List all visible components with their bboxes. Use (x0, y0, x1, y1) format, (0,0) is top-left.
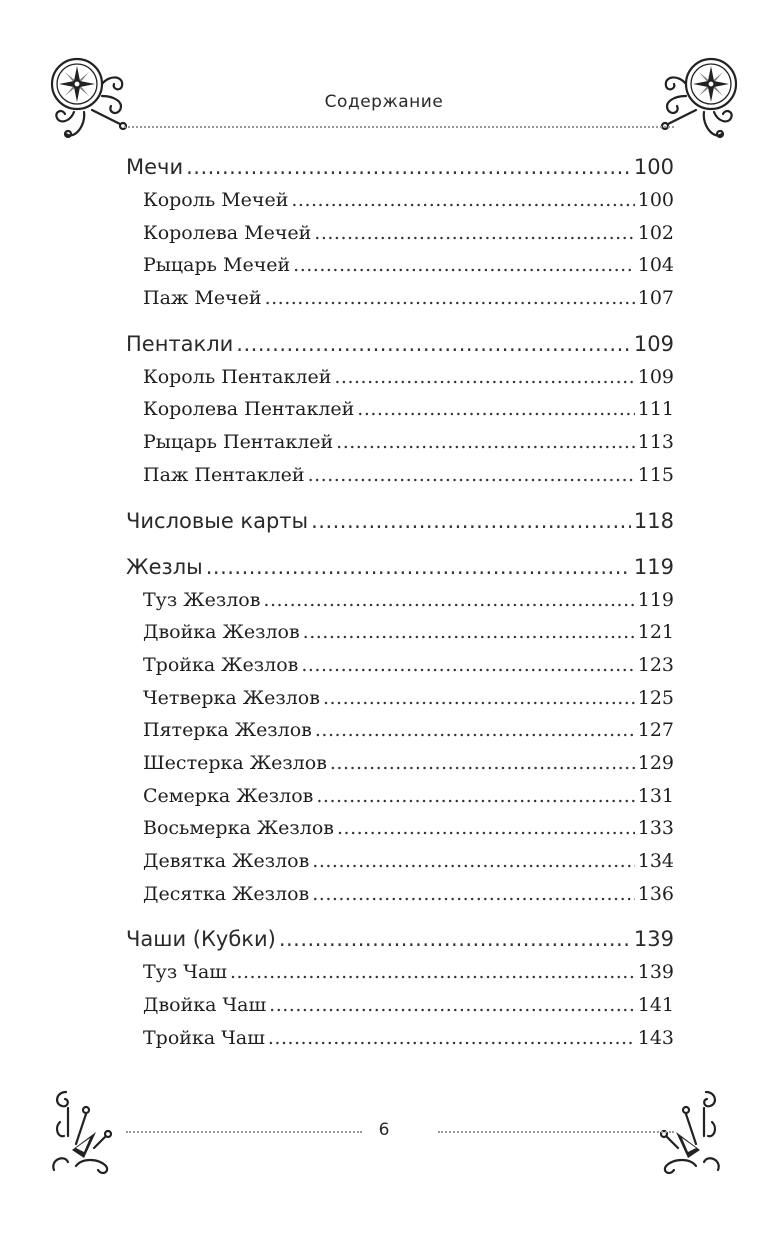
dot-leader (265, 287, 635, 309)
item-title: Король Мечей (143, 189, 289, 211)
dot-leader (330, 752, 635, 774)
item-page: 100 (637, 189, 674, 211)
item-page: 141 (637, 994, 674, 1017)
section-page: 100 (633, 155, 674, 179)
dot-leader (279, 927, 631, 951)
item-page: 107 (637, 287, 674, 310)
toc-item[interactable] (126, 222, 674, 255)
running-header-title: Содержание (324, 92, 444, 112)
section-page: 118 (633, 508, 674, 533)
item-title: Двойка Жезлов (143, 621, 300, 644)
dot-leader (336, 431, 635, 453)
toc-section-pentacles (126, 332, 674, 497)
dot-leader (236, 332, 631, 356)
item-title: Шестерка Жезлов (143, 751, 327, 774)
dot-leader (311, 509, 631, 533)
toc-section-wands (126, 555, 674, 916)
section-page: 139 (633, 927, 674, 952)
section-title: Мечи (126, 155, 184, 179)
item-title: Паж Мечей (143, 287, 262, 310)
toc-section-row[interactable] (126, 332, 674, 366)
item-page: 109 (637, 365, 674, 388)
item-title: Королева Мечей (143, 221, 312, 244)
toc-item[interactable] (126, 189, 674, 222)
toc-section-row[interactable] (126, 927, 674, 961)
item-title: Двойка Чаш (143, 994, 267, 1017)
item-page: 102 (637, 221, 674, 244)
toc-item[interactable] (126, 1027, 674, 1060)
item-title: Рыцарь Мечей (143, 254, 291, 277)
item-page: 136 (637, 882, 674, 905)
toc-item[interactable] (126, 850, 674, 883)
toc-section-cups (126, 927, 674, 1059)
toc-section-row[interactable] (126, 155, 674, 189)
dot-leader (230, 961, 635, 983)
dot-leader (268, 1027, 635, 1049)
toc-item[interactable] (126, 752, 674, 785)
section-title: Пентакли (126, 331, 234, 356)
item-page: 125 (637, 686, 674, 709)
toc-item[interactable] (126, 719, 674, 752)
toc-item[interactable] (126, 961, 674, 994)
dot-leader (312, 850, 634, 872)
toc-item[interactable] (126, 621, 674, 654)
dot-leader (206, 555, 631, 579)
section-title: Числовые карты (126, 508, 309, 533)
item-title: Девятка Жезлов (143, 850, 310, 872)
section-title: Жезлы (126, 554, 203, 579)
dot-leader (308, 464, 635, 486)
item-page: 127 (637, 719, 674, 742)
toc-item[interactable] (126, 287, 674, 320)
item-page: 121 (637, 621, 674, 644)
toc-item[interactable] (126, 817, 674, 850)
item-title: Четверка Жезлов (143, 686, 320, 709)
toc-item[interactable] (126, 883, 674, 916)
item-page: 115 (637, 463, 674, 486)
item-title: Тройка Жезлов (143, 653, 299, 676)
dot-leader (337, 817, 635, 839)
table-of-contents (126, 155, 674, 1071)
dot-leader (334, 366, 634, 388)
dot-leader (263, 589, 634, 611)
dot-leader (323, 687, 635, 709)
dot-leader (303, 621, 635, 643)
item-title: Паж Пентаклей (143, 463, 305, 486)
item-page: 113 (637, 431, 674, 454)
dot-leader (316, 785, 634, 807)
toc-item[interactable] (126, 785, 674, 818)
dot-leader (269, 994, 635, 1016)
item-page: 131 (637, 784, 674, 807)
dot-leader (291, 189, 634, 211)
item-title: Тройка Чаш (143, 1026, 265, 1049)
item-title: Королева Пентаклей (143, 398, 355, 421)
item-page: 123 (637, 653, 674, 676)
item-title: Семерка Жезлов (143, 784, 314, 807)
dot-leader (293, 254, 635, 276)
item-page: 129 (637, 751, 674, 774)
item-page: 104 (637, 254, 674, 277)
item-title: Туз Жезлов (143, 588, 261, 611)
toc-item[interactable] (126, 654, 674, 687)
toc-item[interactable] (126, 687, 674, 720)
header-dotted-rule (124, 126, 674, 128)
item-title: Туз Чаш (143, 961, 227, 984)
item-page: 119 (637, 588, 674, 611)
item-title: Король Пентаклей (143, 365, 332, 388)
page-number: 6 (378, 1120, 390, 1140)
toc-section-swords (126, 155, 674, 320)
toc-section-row[interactable] (126, 509, 674, 543)
item-page: 134 (637, 850, 674, 872)
item-title: Рыцарь Пентаклей (143, 431, 334, 454)
dot-leader (315, 719, 635, 741)
toc-section-row[interactable] (126, 555, 674, 589)
toc-item[interactable] (126, 589, 674, 622)
toc-section-number-cards (126, 509, 674, 543)
toc-item[interactable] (126, 994, 674, 1027)
item-title: Пятерка Жезлов (143, 719, 312, 742)
toc-item[interactable] (126, 431, 674, 464)
dot-leader (314, 222, 634, 244)
section-page: 109 (633, 331, 674, 356)
footer-dotted-rule-right (438, 1131, 674, 1133)
item-title: Восьмерка Жезлов (143, 817, 334, 840)
item-page: 111 (637, 398, 674, 421)
section-page: 119 (633, 554, 674, 579)
dot-leader (301, 654, 634, 676)
item-title: Десятка Жезлов (143, 882, 310, 905)
item-page: 143 (637, 1026, 674, 1049)
dot-leader (186, 155, 631, 179)
toc-item[interactable] (126, 366, 674, 399)
toc-item[interactable] (126, 398, 674, 431)
dot-leader (312, 883, 635, 905)
toc-item[interactable] (126, 254, 674, 287)
item-page: 133 (637, 817, 674, 840)
toc-item[interactable] (126, 464, 674, 497)
dot-leader (357, 398, 634, 420)
item-page: 139 (637, 961, 674, 984)
section-title: Чаши (Кубки) (126, 927, 276, 952)
